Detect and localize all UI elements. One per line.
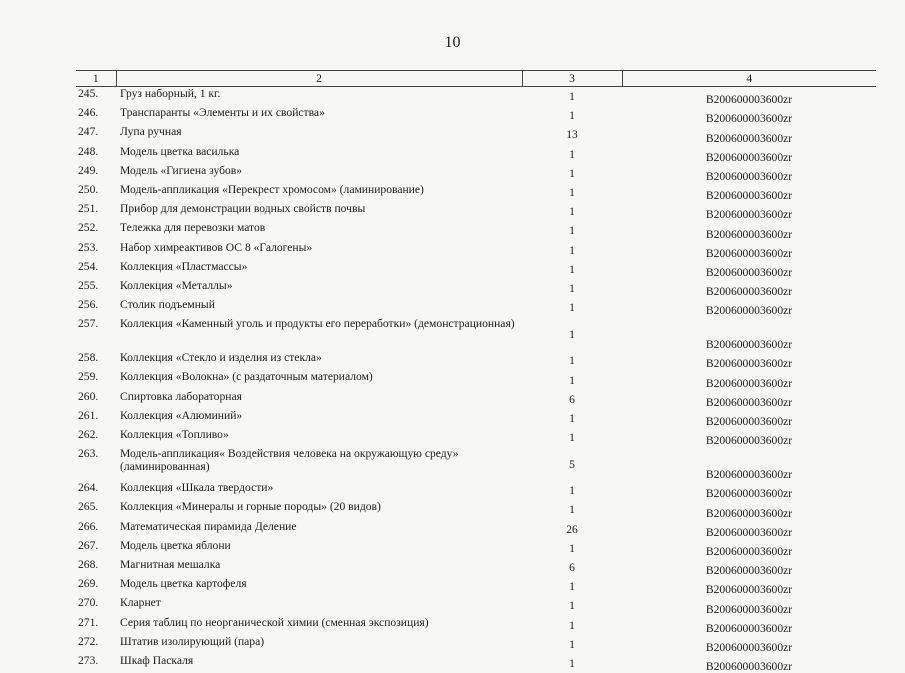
item-name: Серия таблиц по неорганической химии (сменная экспозиция): [116, 616, 522, 635]
item-name: Коллекция «Стекло и изделия из стекла»: [116, 351, 522, 370]
item-name: Тележка для перевозки матов: [116, 221, 522, 240]
item-name: Коллекция «Каменный уголь и продукты его переработки» (демонстрационная): [116, 317, 522, 351]
row-number: 263.: [76, 447, 116, 481]
item-code: B200600003600zr: [622, 635, 876, 654]
item-quantity: 26: [522, 520, 622, 539]
item-code: B200600003600zr: [622, 428, 876, 447]
item-code: B200600003600zr: [622, 616, 876, 635]
row-number: 266.: [76, 520, 116, 539]
row-number: 273.: [76, 654, 116, 673]
row-number: 265.: [76, 500, 116, 519]
item-quantity: 1: [522, 260, 622, 279]
row-number: 271.: [76, 616, 116, 635]
table-row: [76, 558, 876, 577]
row-number: 257.: [76, 317, 116, 351]
item-quantity: 1: [522, 87, 622, 107]
table-row: [76, 409, 876, 428]
table-row: [76, 202, 876, 221]
item-name: Модель цветка яблони: [116, 539, 522, 558]
item-code: B200600003600zr: [622, 145, 876, 164]
item-code: B200600003600zr: [622, 202, 876, 221]
table-row: [76, 616, 876, 635]
item-name: Модель цветка картофеля: [116, 577, 522, 596]
table-row: [76, 183, 876, 202]
item-quantity: 6: [522, 558, 622, 577]
table-row: [76, 390, 876, 409]
row-number: 268.: [76, 558, 116, 577]
row-number: 258.: [76, 351, 116, 370]
table-row: [76, 539, 876, 558]
row-number: 250.: [76, 183, 116, 202]
item-name: Спиртовка лабораторная: [116, 390, 522, 409]
row-number: 252.: [76, 221, 116, 240]
item-quantity: 1: [522, 298, 622, 317]
column-header-number: 1: [76, 71, 116, 87]
table-row: [76, 87, 876, 107]
table-row: [76, 654, 876, 673]
item-code: B200600003600zr: [622, 539, 876, 558]
table-row: [76, 596, 876, 615]
row-number: 253.: [76, 241, 116, 260]
item-code: B200600003600zr: [622, 500, 876, 519]
item-name: Прибор для демонстрации водных свойств почвы: [116, 202, 522, 221]
table-row: [76, 279, 876, 298]
item-quantity: 1: [522, 317, 622, 351]
table-row: [76, 635, 876, 654]
item-quantity: 1: [522, 145, 622, 164]
row-number: 251.: [76, 202, 116, 221]
item-code: B200600003600zr: [622, 481, 876, 500]
item-name: Коллекция «Пластмассы»: [116, 260, 522, 279]
table-row: [76, 106, 876, 125]
item-quantity: 1: [522, 202, 622, 221]
row-number: 261.: [76, 409, 116, 428]
item-code: B200600003600zr: [622, 279, 876, 298]
row-number: 267.: [76, 539, 116, 558]
table-row: [76, 500, 876, 519]
table-row: [76, 125, 876, 144]
item-code: B200600003600zr: [622, 125, 876, 144]
item-quantity: 1: [522, 164, 622, 183]
item-quantity: 1: [522, 279, 622, 298]
item-code: B200600003600zr: [622, 520, 876, 539]
item-name: Штатив изолирующий (пара): [116, 635, 522, 654]
item-code: B200600003600zr: [622, 221, 876, 240]
item-quantity: 1: [522, 577, 622, 596]
table-row: [76, 481, 876, 500]
item-quantity: 5: [522, 447, 622, 481]
item-code: B200600003600zr: [622, 409, 876, 428]
row-number: 272.: [76, 635, 116, 654]
item-code: B200600003600zr: [622, 260, 876, 279]
table-row: [76, 298, 876, 317]
table-header-row: [76, 71, 876, 87]
item-name: Коллекция «Алюминий»: [116, 409, 522, 428]
item-code: B200600003600zr: [622, 298, 876, 317]
item-quantity: 1: [522, 654, 622, 673]
table-row: [76, 370, 876, 389]
item-quantity: 1: [522, 183, 622, 202]
item-name: Модель «Гигиена зубов»: [116, 164, 522, 183]
item-name: Столик подъемный: [116, 298, 522, 317]
table-row: [76, 447, 876, 481]
page-number: 10: [0, 34, 905, 52]
row-number: 269.: [76, 577, 116, 596]
item-name: Кларнет: [116, 596, 522, 615]
item-code: B200600003600zr: [622, 370, 876, 389]
item-quantity: 13: [522, 125, 622, 144]
row-number: 249.: [76, 164, 116, 183]
item-quantity: 1: [522, 539, 622, 558]
item-name: Коллекция «Топливо»: [116, 428, 522, 447]
item-quantity: 6: [522, 390, 622, 409]
item-quantity: 1: [522, 221, 622, 240]
item-name: Транспаранты «Элементы и их свойства»: [116, 106, 522, 125]
item-code: B200600003600zr: [622, 317, 876, 351]
item-quantity: 1: [522, 106, 622, 125]
item-name: Коллекция «Шкала твердости»: [116, 481, 522, 500]
item-name: Модель-аппликация« Воздействия человека на окружающую среду» (ламинированная): [116, 447, 522, 481]
table-body: [76, 87, 876, 673]
table-row: [76, 428, 876, 447]
item-code: B200600003600zr: [622, 654, 876, 673]
item-quantity: 1: [522, 596, 622, 615]
row-number: 245.: [76, 87, 116, 107]
table-row: [76, 577, 876, 596]
column-header-name: 2: [116, 71, 522, 87]
item-name: Груз наборный, 1 кг.: [116, 87, 522, 107]
item-code: B200600003600zr: [622, 447, 876, 481]
table-row: [76, 145, 876, 164]
row-number: 262.: [76, 428, 116, 447]
item-name: Коллекция «Металлы»: [116, 279, 522, 298]
table-row: [76, 221, 876, 240]
item-code: B200600003600zr: [622, 558, 876, 577]
row-number: 248.: [76, 145, 116, 164]
row-number: 264.: [76, 481, 116, 500]
item-name: Модель цветка василька: [116, 145, 522, 164]
column-header-code: 4: [622, 71, 876, 87]
row-number: 254.: [76, 260, 116, 279]
item-code: B200600003600zr: [622, 183, 876, 202]
row-number: 259.: [76, 370, 116, 389]
item-name: Шкаф Паскаля: [116, 654, 522, 673]
item-name: Математическая пирамида Деление: [116, 520, 522, 539]
item-quantity: 1: [522, 351, 622, 370]
item-code: B200600003600zr: [622, 164, 876, 183]
table-row: [76, 520, 876, 539]
item-quantity: 1: [522, 635, 622, 654]
table-row: [76, 164, 876, 183]
item-name: Набор химреактивов ОС 8 «Галогены»: [116, 241, 522, 260]
row-number: 246.: [76, 106, 116, 125]
item-quantity: 1: [522, 616, 622, 635]
table-row: [76, 351, 876, 370]
item-code: B200600003600zr: [622, 87, 876, 107]
item-code: B200600003600zr: [622, 577, 876, 596]
item-code: B200600003600zr: [622, 351, 876, 370]
row-number: 256.: [76, 298, 116, 317]
item-quantity: 1: [522, 481, 622, 500]
item-quantity: 1: [522, 241, 622, 260]
item-code: B200600003600zr: [622, 241, 876, 260]
row-number: 255.: [76, 279, 116, 298]
inventory-table: [76, 70, 876, 673]
item-code: B200600003600zr: [622, 390, 876, 409]
column-header-quantity: 3: [522, 71, 622, 87]
item-name: Коллекция «Волокна» (с раздаточным материалом): [116, 370, 522, 389]
row-number: 270.: [76, 596, 116, 615]
item-quantity: 1: [522, 409, 622, 428]
table-row: [76, 317, 876, 351]
row-number: 260.: [76, 390, 116, 409]
item-name: Магнитная мешалка: [116, 558, 522, 577]
item-name: Коллекция «Минералы и горные породы» (20 видов): [116, 500, 522, 519]
row-number: 247.: [76, 125, 116, 144]
item-name: Лупа ручная: [116, 125, 522, 144]
item-quantity: 1: [522, 428, 622, 447]
table-row: [76, 241, 876, 260]
item-code: B200600003600zr: [622, 596, 876, 615]
item-name: Модель-аппликация «Перекрест хромосом» (ламинирование): [116, 183, 522, 202]
item-quantity: 1: [522, 500, 622, 519]
item-code: B200600003600zr: [622, 106, 876, 125]
table-row: [76, 260, 876, 279]
item-quantity: 1: [522, 370, 622, 389]
